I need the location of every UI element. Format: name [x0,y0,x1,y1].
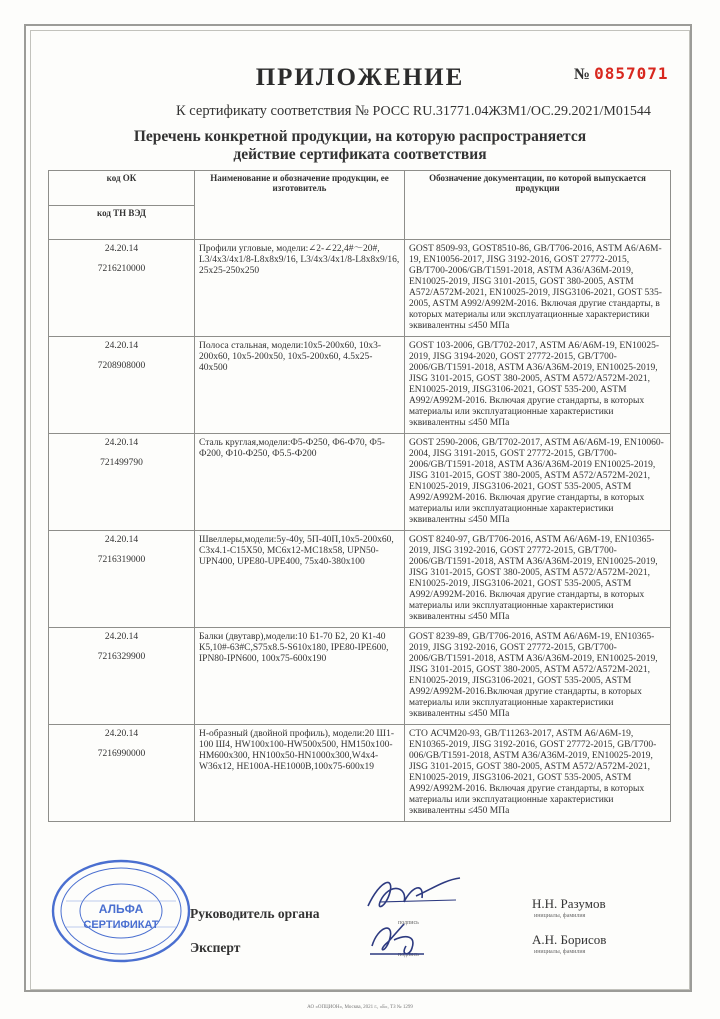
header-documentation: Обозначение документации, по которой выпускается продукции [405,171,671,240]
number-label: № [574,66,591,83]
product-documentation: GOST 103-2006, GB/T702-2017, ASTM A6/A6M-19, EN10025-2019, JISG 3194-2020, GOST 27772-2015, GB/T700-2006/GB/T1591-2018, ASTM A36/A36M-2019, EN10025-2019, JISG 3101-2015, GOST 380-2005, ASTM A572/A572M-2021, EN10025-2019, JISG3106-2021, GOST 535-200, ASTM A992/A992M-2016. Включая другие стандарты, в которых материалы или эксплуатационные характеристики эквивалентны ≤450 МПа [405,337,671,434]
product-codes [49,531,195,628]
expert-name: А.Н. Борисов [532,932,607,947]
product-name: Полоса стальная, модели:10x5-200x60, 10x3-200x60, 10x5-200x50, 10x5-200x60, 4.5x25-40x500 [195,337,405,434]
code-tnved: 7208908000 [97,361,146,371]
product-row [49,337,671,434]
code-ok: 24.20.14 [104,244,139,254]
initials-caption-expert: инициалы, фамилия [534,949,586,955]
product-name: Профили угловые, модели:∠2-∠22,4#～20#, L3/4x3/4x1/8-L8x8x9/16, L3/4x3/4x1/8-L8x8x9/16, 25x25-250x250 [195,240,405,337]
code-tnved: 721499790 [100,458,143,468]
signature-caption-head: подпись [398,920,419,926]
product-row [49,434,671,531]
product-row [49,725,671,822]
page-title: ПРИЛОЖЕНИЕ [255,64,465,91]
code-tnved: 7216319000 [97,555,146,565]
code-tnved: 7216329900 [97,652,146,662]
initials-caption-head: инициалы, фамилия [534,913,586,919]
product-documentation: СТО АСЧМ20-93, GB/T11263-2017, ASTM A6/A6M-19, EN10365-2019, JISG 3192-2016, GOST 27772-2015, GB/T700-006/GB/T1591-2018, ASTM A36/A36M-2019, EN10025-2019, JISG 3101-2015, GOST 380-2005, ASTM A572/A572M-2021, EN10025-2019, JISG3106-2021, GOST 535-2005, ASTM A992/A992M-2016. Включая другие стандарты, в которых материалы или эксплуатационные характеристики эквивалентны ≤450 МПа [405,725,671,822]
product-codes [49,240,195,337]
header-code-ok: код ОК [49,171,195,206]
product-codes [49,725,195,822]
stamp-text-line2: СЕРТИФИКАТ [83,919,159,931]
product-documentation: GOST 2590-2006, GB/T702-2017, ASTM A6/A6M-19, EN10060-2004, JISG 3191-2015, GOST 27772-2015, GB/T700-2006/GB/T1591-2018, ASTM A36/A36M-2019 EN10025-2019, JISG 3101-2015, GOST 380-2005, ASTM A572/A572M-2021, EN10025-2019, JISG3106-2021, GOST 535-2005, ASTM A992/A992M-2016. Включая другие стандарты, в которых материалы или эксплуатационные характеристики эквивалентны ≤450 МПа [405,434,671,531]
subtitle-line-2: действие сертификата соответствия [233,146,487,163]
product-name: Н-образный (двойной профиль), модели:20 Ш1-100 Ш4, HW100x100-HW500x500, HM150x100-HM600x300, HN100x50-HN1000x300,W4x4-W36x12, HE100A-HE1000B,100x75-600x19 [195,725,405,822]
code-ok: 24.20.14 [104,438,139,448]
product-documentation: GOST 8240-97, GB/T706-2016, ASTM A6/A6M-19, EN10365-2019, JISG 3192-2016, GOST 27772-2015, GB/T700-2006/GB/T1591-2018, ASTM A36/A36M-2019, EN10025-2019, JISG 3101-2015, GOST 380-2005, ASTM A572/A572M-2021, EN10025-2019, JISG3106-2021, GOST 535-2005, ASTM A992/A992M-2016. Включая другие стандарты, в которых материалы или эксплуатационные характеристики эквивалентны ≤450 МПа [405,531,671,628]
printer-imprint: АО «ОПЦИОН», Москва, 2021 г., «Б», ТЗ № 1299 [307,1005,413,1010]
product-row [49,628,671,725]
product-codes [49,337,195,434]
product-name: Сталь круглая,модели:Ф5-Ф250, Ф6-Ф70, Ф5-Ф200, Ф10-Ф250, Ф5.5-Ф200 [195,434,405,531]
subtitle-line-1: Перечень конкретной продукции, на которую распространяется [133,128,587,145]
document-subtitle [0,128,720,164]
header-code-tnved: код ТН ВЭД [49,206,195,240]
product-documentation: GOST 8509-93, GOST8510-86, GB/T706-2016, ASTM A6/A6M-19, EN10056-2017, JISG 3192-2016, GOST 27772-2015, GB/T700-2006/GB/T1591-2018, ASTM A36/A36M-2019, EN10025-2019, JISG 3101-2015, GOST 380-2005, ASTM A572/A572M-2021, EN10025-2019, JISG3106-2021, GOST 535-2005, ASTM A992/A992M-2016. Включая другие стандарты, в которых материалы или эксплуатационные характеристики эквивалентны ≤450 МПа [405,240,671,337]
head-signature [360,872,470,920]
cert-label: К сертификату соответствия № [176,103,369,119]
signature-caption-expert: подпись [398,952,419,958]
product-codes [49,628,195,725]
code-tnved: 7216210000 [97,264,146,274]
product-name: Швеллеры,модели:5у-40у, 5П-40П,10x5-200x60, C3x4.1-C15X50, МС6x12-МС18x58, UPN50-UPN400, UPE80-UPE400, 75x40-380x100 [195,531,405,628]
product-name: Балки (двутавр),модели:10 Б1-70 Б2, 20 К1-40 К5,10#-63#C,S75x8.5-S610x180, IPE80-IPE600, IPN80-IPN600, 100x75-600x190 [195,628,405,725]
product-row [49,531,671,628]
form-number [574,64,669,84]
code-tnved: 7216990000 [97,749,146,759]
code-ok: 24.20.14 [104,729,139,739]
code-ok: 24.20.14 [104,535,139,545]
stamp-text-line1: АЛЬФА [98,902,144,916]
expert-signature [364,916,444,962]
product-codes [49,434,195,531]
code-ok: 24.20.14 [104,632,139,642]
cert-number: РОСС RU.31771.04ЖЗМ1/ОС.29.2021/М01544 [372,104,651,119]
products-table [48,170,671,822]
expert-label: Эксперт [190,940,241,955]
code-ok: 24.20.14 [104,341,139,351]
certification-stamp [50,858,192,964]
head-label: Руководитель органа [190,906,320,921]
product-row [49,240,671,337]
header-product-name: Наименование и обозначение продукции, ее изготовитель [195,171,405,240]
number-value: 0857071 [594,64,669,83]
product-documentation: GOST 8239-89, GB/T706-2016, ASTM A6/A6M-19, EN10365-2019, JISG 3192-2016, GOST 27772-2015, GB/T700-2006/GB/T1591-2018, ASTM A36/A36M-2019, EN10025-2019, JISG 3101-2015, GOST 380-2005, ASTM A572/A572M-2021, EN10025-2019, JISG3106-2021, GOST 535-2005, ASTM A992/A992M-2016.Включая другие стандарты, в которых материалы или эксплуатационные характеристики эквивалентны ≤450 МПа [405,628,671,725]
head-name: Н.Н. Разумов [532,896,606,911]
certificate-reference [176,103,651,120]
